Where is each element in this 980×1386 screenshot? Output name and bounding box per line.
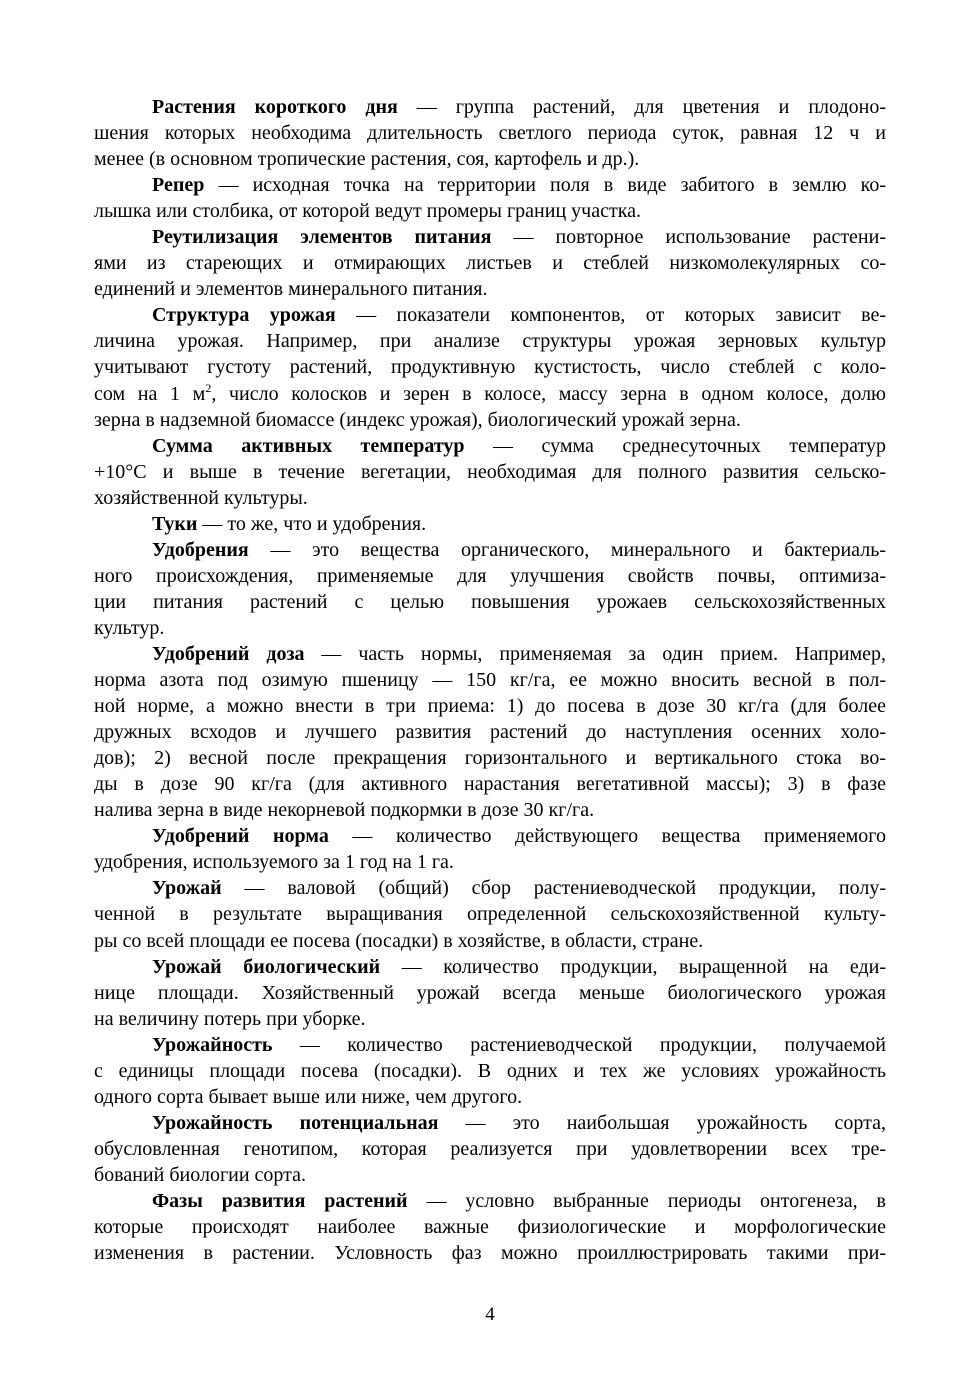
definition-text: — показатели компонентов, от которых зависит ве-: [335, 304, 886, 327]
text-line: [94, 1188, 886, 1214]
definition-text: одного сорта бывает выше или ниже, чем другого.: [94, 1085, 523, 1108]
definition-text: — группа растений, для цветения и плодоно-: [397, 96, 886, 118]
glossary-term: Растения короткого дня: [152, 96, 398, 118]
text-line: [94, 354, 886, 380]
definition-text: единений и элементов минерального питания.: [94, 278, 488, 301]
definition-text: — сумма среднесуточных температур: [464, 434, 886, 457]
glossary-term: Удобрений норма: [152, 825, 329, 848]
text-line: [94, 198, 886, 224]
text-line: [94, 1084, 886, 1110]
text-line: [94, 954, 886, 980]
glossary-term: Структура урожая: [152, 304, 336, 327]
definition-text: норма азота под озимую пшеницу — 150 кг/га, ее можно вносить весной в пол-: [94, 669, 886, 692]
text-line: [94, 459, 886, 485]
definition-text: личина урожая. Например, при анализе структуры урожая зерновых культур: [94, 330, 886, 353]
text-line: [94, 980, 886, 1006]
definition-text: с единицы площади посева (посадки). В одних и тех же условиях урожайность: [94, 1059, 886, 1082]
glossary-entry: [94, 302, 886, 432]
definition-text: ченной в результате выращивания определенной сельскохозяйственной культу-: [94, 903, 886, 926]
text-line: [94, 745, 886, 771]
definition-text: ной норме, а можно внести в три приема: 1) до посева в дозе 30 кг/га (для более: [94, 695, 886, 718]
definition-text: удобрения, используемого за 1 год на 1 га.: [94, 851, 454, 874]
glossary-entry: [94, 172, 886, 224]
text-line: [94, 1136, 886, 1162]
glossary-entry: [94, 1188, 886, 1266]
text-line: [94, 719, 886, 745]
text-line: [94, 94, 886, 120]
text-line: [94, 1110, 886, 1136]
glossary-term: Фазы развития растений: [152, 1189, 408, 1212]
definition-text: , число колосков и зерен в колосе, массу зерна в одном колосе, долю: [211, 382, 886, 405]
text-line: [94, 589, 886, 615]
text-line: [94, 146, 886, 172]
text-line: [94, 563, 886, 589]
text-line: [94, 120, 886, 146]
text-line: [94, 901, 886, 927]
glossary-entry: [94, 954, 886, 1032]
definition-text: — повторное использование растени-: [491, 226, 887, 249]
definition-text: менее (в основном тропические растения, соя, картофель и др.).: [94, 148, 640, 171]
glossary-entry: [94, 224, 886, 302]
glossary-entry: [94, 641, 886, 823]
definition-text: на величину потерь при уборке.: [94, 1007, 366, 1030]
text-line: [94, 302, 886, 328]
text-line: [94, 849, 886, 875]
definition-text: — условно выбранные периоды онтогенеза, в: [407, 1189, 886, 1212]
glossary-entry: [94, 1032, 886, 1110]
glossary-entry: [94, 94, 886, 172]
definition-text: ды в дозе 90 кг/га (для активного нарастания вегетативной массы); 3) в фазе: [94, 773, 886, 796]
glossary-entry: [94, 1110, 886, 1188]
definition-text: ры со всей площади ее посева (посадки) в хозяйстве, в области, стране.: [94, 929, 704, 952]
definition-text: — это наибольшая урожайность сорта,: [438, 1111, 886, 1134]
text-line: [94, 172, 886, 198]
definition-text: — количество растениеводческой продукции, получаемой: [272, 1033, 886, 1056]
text-line: [94, 537, 886, 563]
text-line: [94, 771, 886, 797]
text-line: [94, 928, 886, 954]
glossary-term: Урожайность: [152, 1033, 273, 1056]
document-body: [94, 94, 886, 1266]
definition-text: изменения в растении. Условность фаз можно проиллюстрировать такими при-: [94, 1242, 886, 1265]
text-line: [94, 511, 886, 537]
page-number: 4: [485, 1304, 495, 1325]
definition-text: — исходная точка на территории поля в виде забитого в землю ко-: [204, 174, 886, 197]
text-line: [94, 667, 886, 693]
text-line: [94, 381, 886, 407]
definition-text: — это вещества органического, минерального и бактериаль-: [248, 538, 886, 561]
definition-text: ями из стареющих и отмирающих листьев и стеблей низкомолекулярных со-: [94, 252, 886, 275]
text-line: [94, 328, 886, 354]
glossary-term: Туки: [152, 512, 198, 535]
definition-text: которые происходят наиболее важные физиологические и морфологические: [94, 1216, 886, 1239]
text-line: [94, 1032, 886, 1058]
text-line: [94, 615, 886, 641]
definition-text: учитывают густоту растений, продуктивную кустистость, число стеблей с коло-: [94, 356, 886, 379]
text-line: [94, 1162, 886, 1188]
glossary-term: Реутилизация элементов питания: [152, 226, 492, 249]
text-line: [94, 485, 886, 511]
definition-text: — количество действующего вещества применяемого: [328, 825, 886, 848]
definition-text: шения которых необходима длительность светлого периода суток, равная 12 ч и: [94, 122, 886, 145]
glossary-entry: [94, 433, 886, 511]
text-line: [94, 1214, 886, 1240]
glossary-term: Урожай: [152, 877, 222, 900]
definition-text: обусловленная генотипом, которая реализуется при удовлетворении всех тре-: [94, 1137, 886, 1160]
text-line: [94, 823, 886, 849]
definition-text: дов); 2) весной после прекращения горизонтального и вертикального стока во-: [94, 747, 886, 770]
text-line: [94, 797, 886, 823]
glossary-term: Удобрения: [152, 538, 249, 561]
definition-text: сом на 1 м: [94, 382, 206, 405]
glossary-term: Сумма активных температур: [152, 434, 465, 457]
glossary-entry: [94, 537, 886, 641]
text-line: [94, 1006, 886, 1032]
definition-text: налива зерна в виде некорневой подкормки в дозе 30 кг/га.: [94, 799, 595, 822]
definition-text: дружных всходов и лучшего развития растений до наступления осенних холо-: [94, 721, 886, 744]
definition-text: ного происхождения, применяемые для улучшения свойств почвы, оптимиза-: [94, 564, 886, 587]
glossary-term: Урожай биологический: [152, 955, 381, 978]
glossary-entry: [94, 511, 886, 537]
text-line: [94, 276, 886, 302]
definition-text: +10°С и выше в течение вегетации, необходимая для полного развития сельско-: [94, 460, 886, 483]
text-line: [94, 224, 886, 250]
definition-text: — валовой (общий) сбор растениеводческой продукции, полу-: [221, 877, 886, 900]
glossary-term: Урожайность потенциальная: [152, 1111, 439, 1134]
definition-text: хозяйственной культуры.: [94, 486, 308, 509]
text-line: [94, 250, 886, 276]
glossary-term: Репер: [152, 174, 205, 197]
text-line: [94, 1058, 886, 1084]
text-line: [94, 693, 886, 719]
definition-text: — часть нормы, применяемая за один прием. Например,: [304, 642, 886, 665]
definition-text: — то же, что и удобрения.: [197, 512, 427, 535]
superscript: 2: [205, 380, 212, 395]
definition-text: ции питания растений с целью повышения урожаев сельскохозяйственных: [94, 590, 886, 613]
definition-text: бований биологии сорта.: [94, 1163, 307, 1186]
text-line: [94, 1240, 886, 1266]
definition-text: нице площади. Хозяйственный урожай всегда меньше биологического урожая: [94, 981, 886, 1004]
text-line: [94, 641, 886, 667]
definition-text: зерна в надземной биомассе (индекс урожая), биологический урожай зерна.: [94, 408, 741, 431]
glossary-entry: [94, 875, 886, 953]
definition-text: — количество продукции, выращенной на еди-: [380, 955, 887, 978]
text-line: [94, 433, 886, 459]
text-line: [94, 875, 886, 901]
glossary-term: Удобрений доза: [152, 642, 305, 665]
glossary-entry: [94, 823, 886, 875]
definition-text: лышка или столбика, от которой ведут промеры границ участка.: [94, 200, 642, 223]
definition-text: культур.: [94, 616, 165, 639]
text-line: [94, 407, 886, 433]
